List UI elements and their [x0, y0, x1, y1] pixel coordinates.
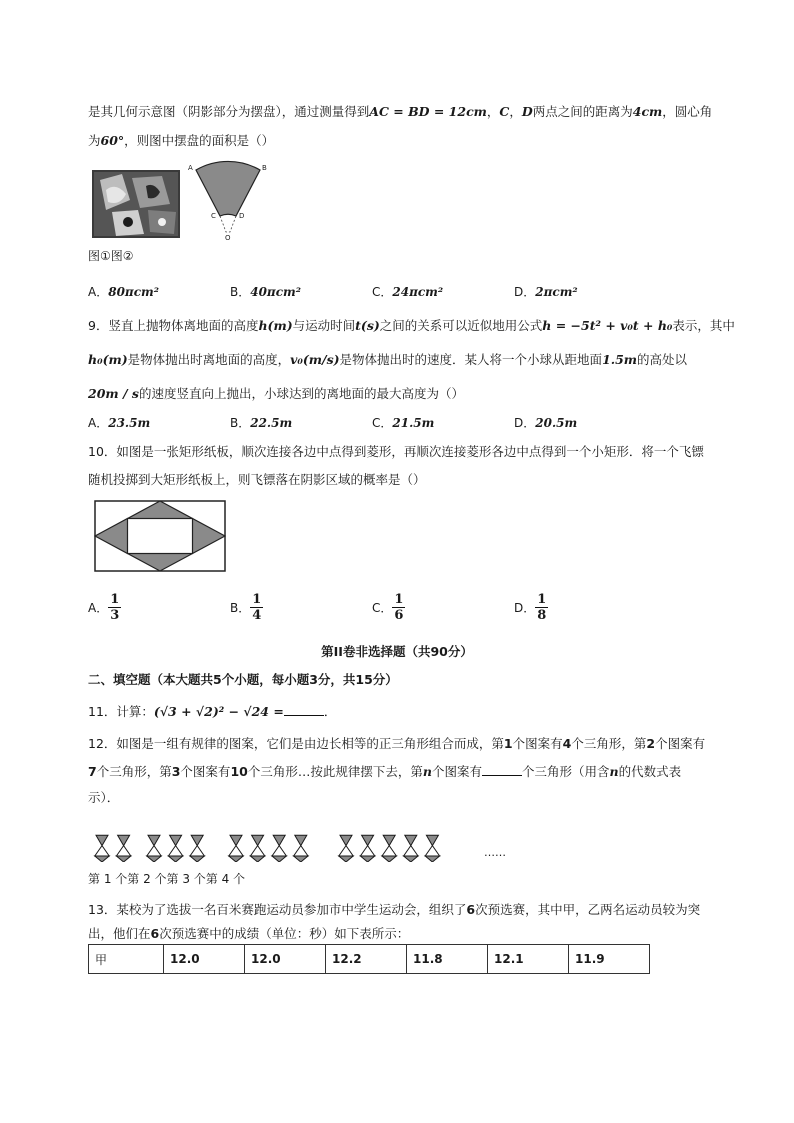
pattern-triangle [360, 856, 374, 862]
q10-option-b[interactable]: B． $\frac{1}{4}$ [230, 592, 262, 623]
q9-option-c[interactable]: C．21.5m [372, 416, 435, 430]
pattern-triangle [190, 856, 204, 862]
q13-line2: 出，他们在6次预选赛中的成绩（单位：秒）如下表所示： [88, 926, 410, 941]
q9-line1: 9．竖直上抛物体离地面的高度h(m)与运动时间t(s)之间的关系可以近似地用公式h = −5t² + v₀t + h₀表示，其中 [88, 318, 735, 333]
q9-option-d[interactable]: D．20.5m [514, 416, 578, 430]
sector-diagram [186, 158, 270, 242]
pattern-triangle [340, 835, 352, 845]
pattern-triangle [168, 846, 182, 856]
q8-line1: 是其几何示意图（阴影部分为摆盘），通过测量得到AC = BD = 12cm，C，D两点之间的距离为4cm，圆心角 [88, 104, 713, 119]
q9-option-a[interactable]: A．23.5m [88, 416, 151, 430]
fraction: $\frac{1}{6}$ [394, 592, 404, 623]
pattern-triangle [405, 835, 417, 845]
pattern-triangle [272, 846, 286, 856]
pattern-triangle [168, 856, 182, 862]
score-cell: 11.9 [569, 945, 650, 974]
q8-option-a[interactable]: A．80πcm² [88, 285, 159, 299]
q9-line3: 20m / s的速度竖直向上抛出，小球达到的离地面的最大高度为（） [88, 386, 464, 401]
pattern-triangle [250, 846, 264, 856]
score-cell: 12.1 [488, 945, 569, 974]
row-label-cell: 甲 [89, 945, 164, 974]
pattern-triangle [191, 835, 203, 845]
q8-option-c[interactable]: C．24πcm² [372, 285, 444, 299]
point-label-b: B [262, 164, 267, 172]
q8-figure-caption: 图①图② [88, 249, 134, 263]
pattern-triangle [95, 856, 109, 862]
score-cell: 12.2 [326, 945, 407, 974]
pattern-triangle [295, 835, 307, 845]
pattern-triangle [339, 846, 353, 856]
q12-line3: 示）． [88, 790, 120, 805]
score-cell: 11.8 [407, 945, 488, 974]
pattern-triangle [294, 846, 308, 856]
q10-option-c[interactable]: C． $\frac{1}{6}$ [372, 592, 404, 623]
score-cell: 12.0 [164, 945, 245, 974]
answer-blank[interactable] [284, 703, 324, 716]
pattern-triangle [426, 835, 438, 845]
fraction: $\frac{1}{3}$ [110, 592, 120, 623]
pattern-triangle [404, 846, 418, 856]
rectangle-rhombus-diagram [94, 500, 226, 572]
q12-line2: 7个三角形，第3个图案有10个三角形…按此规律摆下去，第n个图案有 个三角形（用含n的代数式表 [88, 764, 682, 779]
pattern-triangle [339, 856, 353, 862]
q10-option-d[interactable]: D． $\frac{1}{8}$ [514, 592, 547, 623]
pattern-triangle [294, 856, 308, 862]
pattern-triangle [147, 856, 161, 862]
q8-option-d[interactable]: D．2πcm² [514, 285, 578, 299]
q12-pattern-caption: 第 1 个第 2 个第 3 个第 4 个 [88, 872, 246, 886]
pattern-triangle [148, 835, 160, 845]
pattern-ellipsis: …… [484, 846, 506, 859]
score-cell: 12.0 [245, 945, 326, 974]
fraction: $\frac{1}{4}$ [252, 592, 262, 623]
point-label-a: A [188, 164, 193, 172]
pattern-triangle [190, 846, 204, 856]
pattern-triangle [116, 846, 130, 856]
q9-line2: h₀(m)是物体抛出时离地面的高度，v₀(m/s)是物体抛出时的速度．某人将一个小球从距地面1.5m的高处以 [88, 352, 688, 367]
pattern-triangle [383, 835, 395, 845]
plate-photo-figure [92, 170, 180, 238]
point-label-c: C [211, 212, 216, 220]
pattern-triangle [230, 835, 242, 845]
scores-table [88, 944, 650, 974]
q13-line1: 13．某校为了选拔一名百米赛跑运动员参加市中学生运动会，组织了6次预选赛，其中甲，乙两名运动员较为突 [88, 902, 701, 917]
pattern-triangle [425, 856, 439, 862]
pattern-triangle [170, 835, 182, 845]
pattern-triangle [273, 835, 285, 845]
pattern-triangle [118, 835, 130, 845]
pattern-triangle [382, 846, 396, 856]
q9-option-b[interactable]: B．22.5m [230, 416, 293, 430]
table-row [89, 945, 650, 974]
answer-blank[interactable] [482, 763, 522, 776]
q8-line2: 为60°，则图中摆盘的面积是（） [88, 133, 275, 148]
q11-line: 11．计算：(√3 + √2)² − √24 = ． [88, 704, 337, 719]
fraction: $\frac{1}{8}$ [537, 592, 547, 623]
pattern-triangle [382, 856, 396, 862]
pattern-triangle [229, 856, 243, 862]
part2-heading: 二、填空题（本大题共5个小题，每小题3分，共15分） [88, 672, 398, 687]
pattern-triangle [250, 856, 264, 862]
pattern-triangle [425, 846, 439, 856]
pattern-triangle [229, 846, 243, 856]
pattern-triangle [362, 835, 374, 845]
triangle-pattern-figure [90, 812, 510, 862]
point-label-o: O [225, 234, 231, 242]
pattern-triangle [272, 856, 286, 862]
pattern-triangle [96, 835, 108, 845]
pattern-triangle [404, 856, 418, 862]
q12-line1: 12．如图是一组有规律的图案，它们是由边长相等的正三角形组合而成，第1个图案有4个三角形，第2个图案有 [88, 736, 706, 751]
q8-option-b[interactable]: B．40πcm² [230, 285, 301, 299]
q10-line1: 10．如图是一张矩形纸板，顺次连接各边中点得到菱形，再顺次连接菱形各边中点得到一个小矩形．将一个飞镖 [88, 444, 704, 459]
pattern-triangle [252, 835, 264, 845]
pattern-triangle [116, 856, 130, 862]
section-title: 第II卷非选择题（共90分） [321, 644, 473, 659]
q10-option-a[interactable]: A． $\frac{1}{3}$ [88, 592, 120, 623]
pattern-triangle [95, 846, 109, 856]
pattern-triangle [360, 846, 374, 856]
q10-line2: 随机投掷到大矩形纸板上，则飞镖落在阴影区域的概率是（） [88, 472, 426, 487]
point-label-d: D [239, 212, 245, 220]
pattern-triangle [147, 846, 161, 856]
